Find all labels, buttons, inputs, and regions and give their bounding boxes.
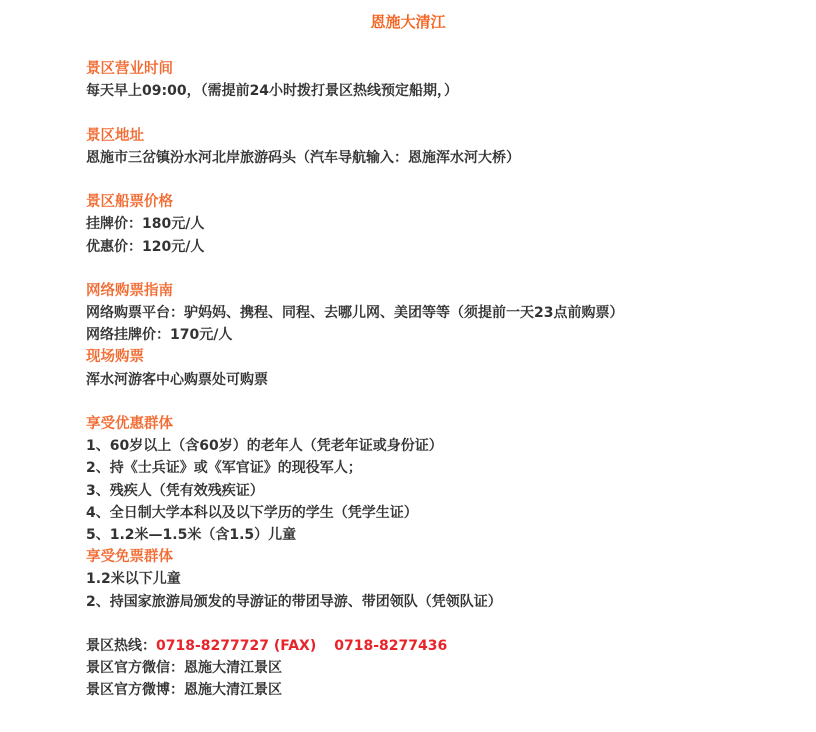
discount-group-item: 5、1.2米—1.5米（含1.5）儿童 xyxy=(86,526,297,543)
spacer xyxy=(86,391,806,413)
discount-groups-heading: 享受优惠群体 xyxy=(86,416,173,432)
onsite-heading: 现场购票 xyxy=(86,349,144,366)
address-text: 恩施市三岔镇汾水河北岸旅游码头（汽车导航输入：恩施浑水河大桥） xyxy=(86,149,520,166)
free-group-item: 1.2米以下儿童 xyxy=(86,571,181,588)
hours-heading: 景区营业时间 xyxy=(86,61,173,77)
address-heading: 景区地址 xyxy=(86,127,144,144)
hotline-number: 0718-8277436 xyxy=(334,637,448,654)
discount-group-item: 1、60岁以上（含60岁）的老年人（凭老年证或身份证） xyxy=(86,438,443,455)
weibo-line: 景区官方微博：恩施大清江景区 xyxy=(86,682,282,699)
price-heading: 景区船票价格 xyxy=(86,194,173,211)
free-groups-heading: 享受免票群体 xyxy=(86,549,173,566)
spacer xyxy=(86,613,806,635)
discount-group-item: 4、全日制大学本科以及以下学历的学生（凭学生证） xyxy=(86,504,418,521)
online-platforms: 网络购票平台：驴妈妈、携程、同程、去哪儿网、美团等等（须提前一天23点前购票） xyxy=(86,305,624,322)
discount-group-item: 3、残疾人（凭有效残疾证） xyxy=(86,482,264,499)
spacer xyxy=(86,169,806,191)
page-title: 恩施大清江 xyxy=(370,13,446,31)
discount-price: 优惠价：120元/人 xyxy=(86,238,205,255)
scenic-area-info xyxy=(86,58,806,701)
hotline-label: 景区热线： xyxy=(86,637,156,654)
hotline-number-fax: 0718-8277727 (FAX) xyxy=(156,637,317,654)
hours-text: 每天早上09:00，（需提前24小时拨打景区热线预定船期，） xyxy=(86,83,459,100)
wechat-line: 景区官方微信：恩施大清江景区 xyxy=(86,660,282,677)
onsite-text: 浑水河游客中心购票处可购票 xyxy=(86,371,268,388)
spacer xyxy=(86,258,806,280)
free-group-item: 2、持国家旅游局颁发的导游证的带团导游、带团领队（凭领队证） xyxy=(86,593,502,610)
online-price: 网络挂牌价：170元/人 xyxy=(86,327,233,344)
spacer xyxy=(86,102,806,124)
discount-group-item: 2、持《士兵证》或《军官证》的现役军人； xyxy=(86,460,362,477)
online-heading: 网络购票指南 xyxy=(86,282,173,299)
list-price: 挂牌价：180元/人 xyxy=(86,216,205,233)
hotline-row xyxy=(86,635,806,657)
